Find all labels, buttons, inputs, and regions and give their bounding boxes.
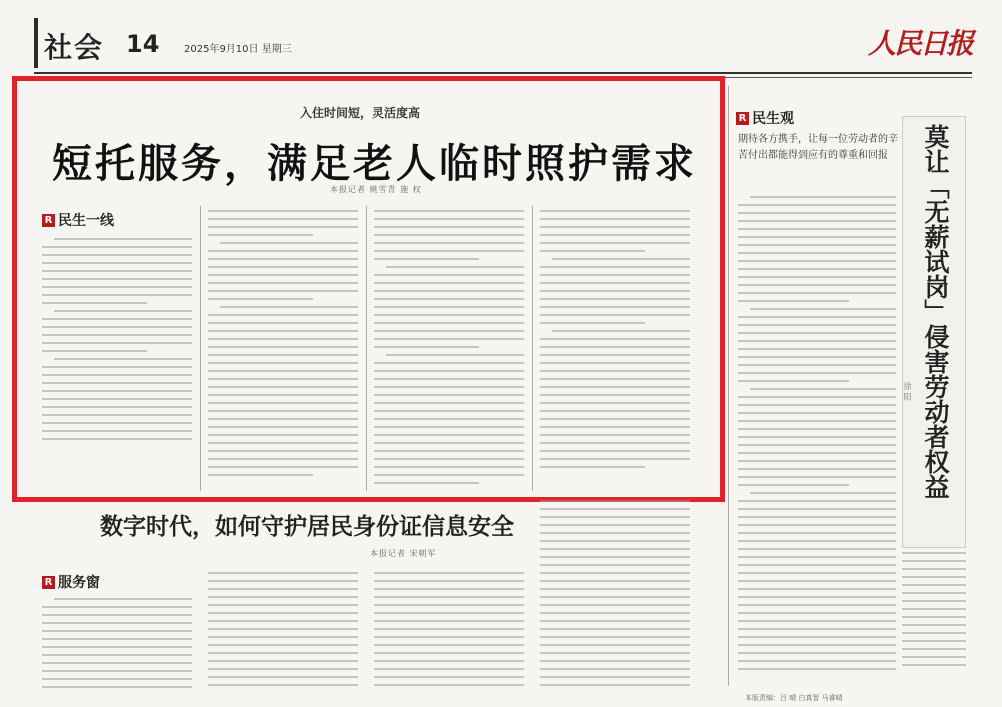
highlight-frame xyxy=(12,76,725,502)
column-tag-label: 民生观 xyxy=(752,111,794,127)
column-tag-label: 民生一线 xyxy=(58,213,114,229)
article-subtitle: 入住时间短，灵活度高 xyxy=(300,106,421,120)
second-article-column-4 xyxy=(540,500,690,696)
issue-date: 2025年9月10日 星期三 xyxy=(184,44,292,55)
second-article-column-3 xyxy=(374,572,524,696)
article-byline: 本报记者 姚雪青 施 权 xyxy=(330,185,422,194)
column-tag-minshengguan xyxy=(736,108,794,128)
second-article-byline: 本报记者 宋朝军 xyxy=(370,549,437,558)
second-article-title: 数字时代，如何守护居民身份证信息安全 xyxy=(100,513,514,540)
article-title: 短托服务，满足老人临时照护需求 xyxy=(52,140,697,187)
column-tag-label: 服务窗 xyxy=(58,575,100,591)
r-badge-icon: R xyxy=(42,214,55,227)
column-rule xyxy=(728,86,729,686)
column-tag-fuwuchuang xyxy=(42,572,100,592)
commentary-lead: 期待各方携手，让每一位劳动者的辛苦付出都能得到应有的尊重和回报 xyxy=(738,134,898,161)
commentary-author: 徐 阳 xyxy=(903,382,912,401)
page-number: 14 xyxy=(126,30,160,58)
commentary-title: 莫让「无薪试岗」侵害劳动者权益 xyxy=(921,124,950,499)
r-badge-icon: R xyxy=(736,112,749,125)
newspaper-logo: 人民日报 xyxy=(868,27,973,60)
commentary-body-2 xyxy=(902,552,966,676)
header-rule xyxy=(34,72,972,74)
r-badge-icon: R xyxy=(42,576,55,589)
page-editors: 本版责编：吕 晴 白真智 马睿晴 xyxy=(745,694,843,702)
commentary-body-1 xyxy=(738,196,896,676)
section-name: 社会 xyxy=(44,31,105,64)
second-article-column-2 xyxy=(208,572,358,696)
second-article-column-1 xyxy=(42,598,192,696)
header-divider xyxy=(34,18,38,68)
